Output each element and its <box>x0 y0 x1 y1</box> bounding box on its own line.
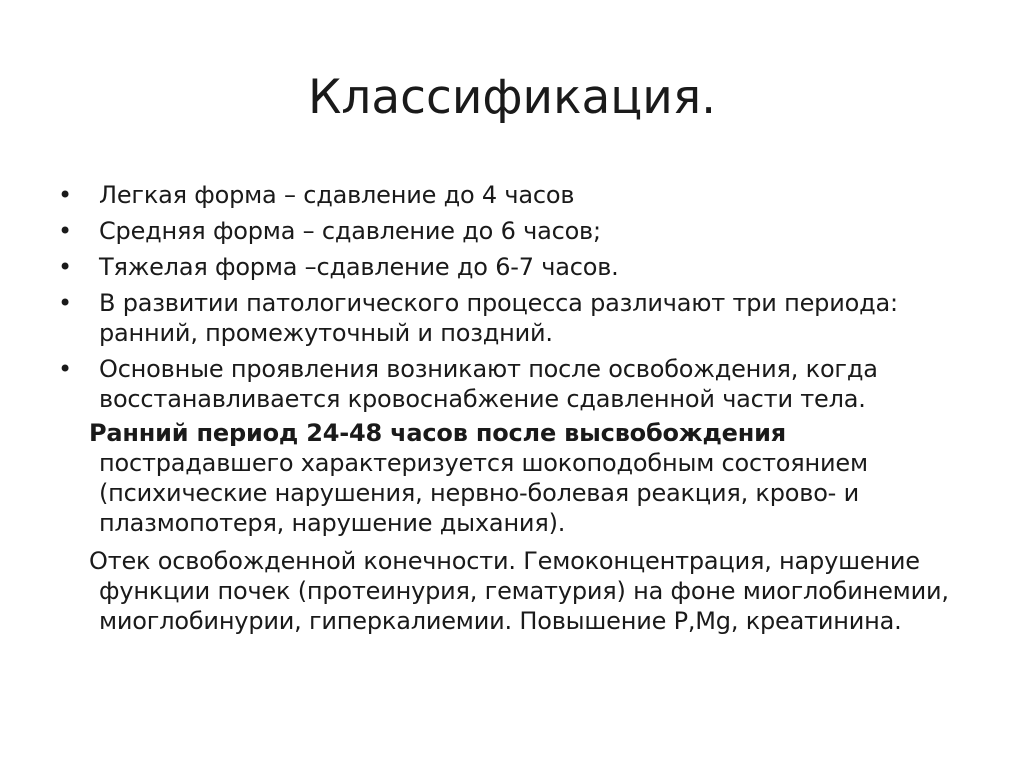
bullet-item <box>58 180 958 210</box>
slide-title: Классификация. <box>307 70 717 125</box>
edema-paragraph: Отек освобожденной конечности. Гемоконцентрация, нарушение функции почек (протеинурия, гематурия) на фоне миоглобинемии, миоглобинурии, гиперкалиемии. Повышение P,Mg, креатинина. <box>89 547 949 635</box>
bullet-icon: • <box>58 181 72 209</box>
bullet-text: Легкая форма – сдавление до 4 часов <box>99 181 575 209</box>
bullet-item <box>58 252 958 282</box>
bullet-item <box>58 216 958 246</box>
bullet-text: В развитии патологического процесса различают три периода: ранний, промежуточный и поздний. <box>99 289 898 347</box>
bullet-item <box>58 288 958 348</box>
bullet-icon: • <box>58 217 72 245</box>
bullet-text: Средняя форма – сдавление до 6 часов; <box>99 217 601 245</box>
slide-content <box>58 180 958 642</box>
early-period-paragraph <box>58 418 958 538</box>
bullet-list <box>58 180 958 414</box>
bullet-text: Тяжелая форма –сдавление до 6-7 часов. <box>99 253 619 281</box>
bullet-item <box>58 354 958 414</box>
early-period-text: пострадавшего характеризуется шокоподобным состоянием (психические нарушения, нервно-болевая реакция, крово- и плазмопотеря, нарушение дыхания). <box>99 449 868 537</box>
bullet-text: Основные проявления возникают после освобождения, когда восстанавливается кровоснабжение сдавленной части тела. <box>99 355 878 413</box>
bullet-icon: • <box>58 253 72 281</box>
bullet-icon: • <box>58 289 72 317</box>
early-period-heading: Ранний период 24-48 часов после высвобождения <box>89 419 786 447</box>
bullet-icon: • <box>58 355 72 383</box>
